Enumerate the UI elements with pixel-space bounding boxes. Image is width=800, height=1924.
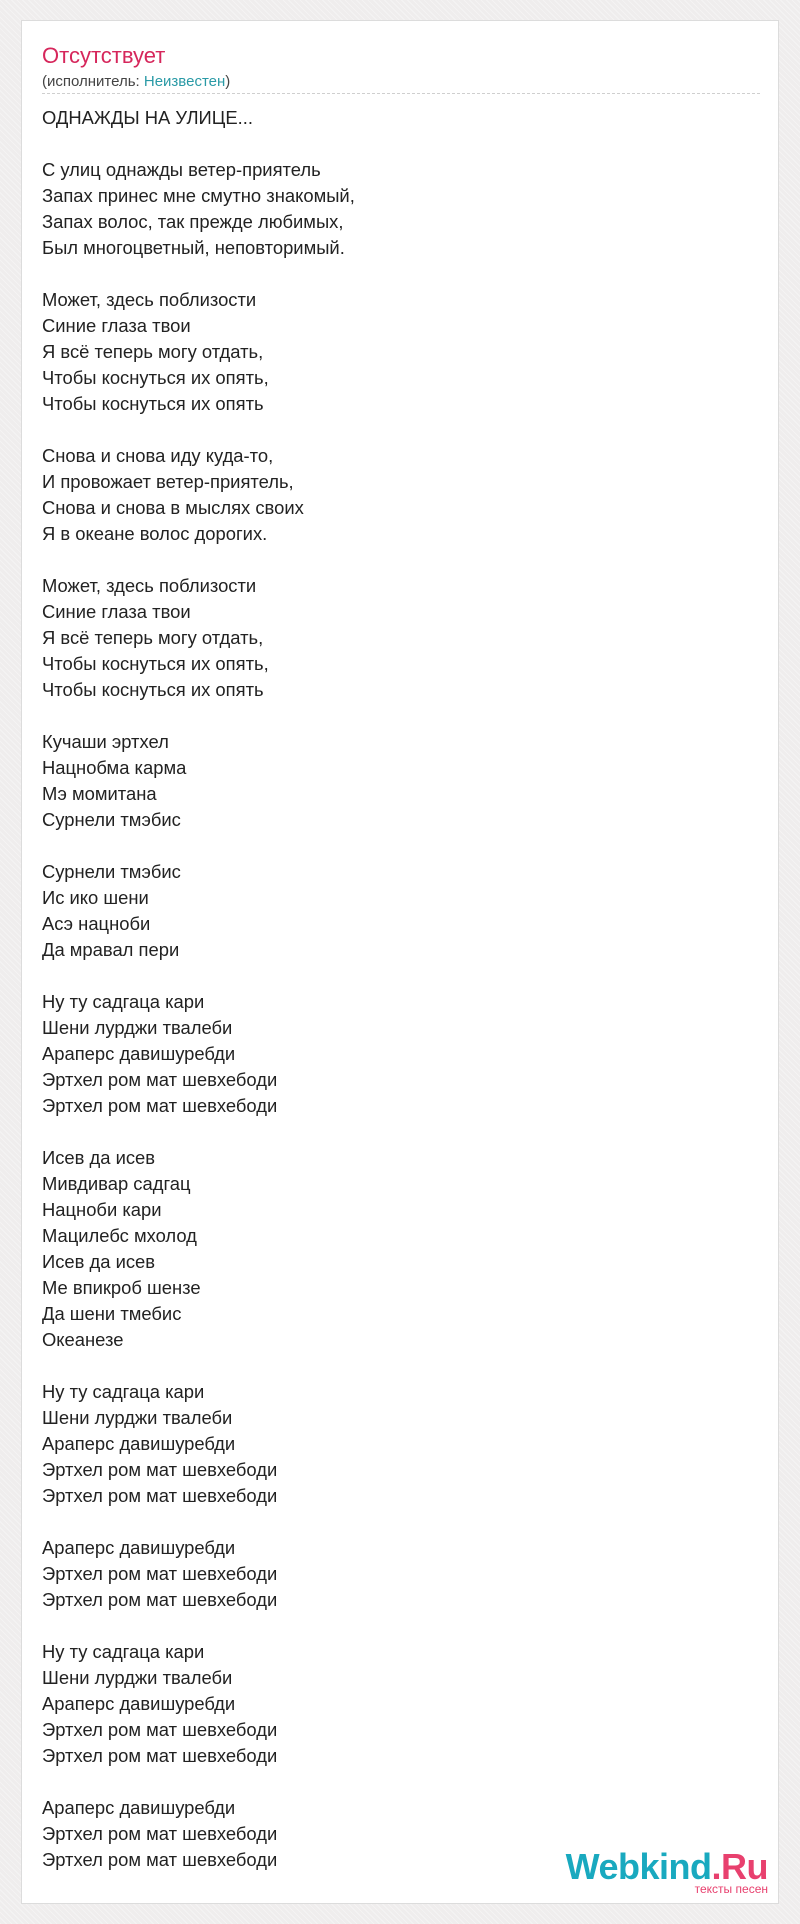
logo-tld: .Ru xyxy=(711,1846,768,1887)
logo-tagline: тексты песен xyxy=(694,1882,768,1896)
lyrics-card xyxy=(21,20,779,1904)
lyrics-text: ОДНАЖДЫ НА УЛИЦЕ... С улиц однажды ветер-приятель Запах принес мне смутно знакомый, Запах волос, так прежде любимых, Был многоцветный, неповторимый. Может, здесь поблизости Синие глаза твои Я всё теперь могу отдать, Чтобы коснуться их опять, Чтобы коснуться их опять Снова и снова иду куда-то, И провожает ветер-приятель, Снова и снова в мыслях своих Я в океане волос дорогих. Может, здесь поблизости Синие глаза твои Я всё теперь могу отдать, Чтобы коснуться их опять, Чтобы коснуться их опять Кучаши эртхел Нацнобма карма Мэ момитана Сурнели тмэбис Сурнели тмэбис Ис ико шени Асэ нацноби Да мравал пери Ну ту садгаца кари Шени лурджи твалеби Араперс давишуребди Эртхел ром мат шевхебоди Эртхел ром мат шевхебоди Исев да исев Мивдивар садгац Нацноби кари Мацилебс мхолод Исев да исев Ме впикроб шензе Да шени тмебис Океанезе Ну ту садгаца кари Шени лурджи твалеби Араперс давишуребди Эртхел ром мат шевхебоди Эртхел ром мат шевхебоди Араперс давишуребди Эртхел ром мат шевхебоди Эртхел ром мат шевхебоди Ну ту садгаца кари Шени лурджи твалеби Араперс давишуребди Эртхел ром мат шевхебоди Эртхел ром мат шевхебоди Араперс давишуребди Эртхел ром мат шевхебоди Эртхел ром мат шевхебоди xyxy=(42,107,355,1870)
title-divider xyxy=(42,93,760,94)
webkind-logo[interactable] xyxy=(565,1846,768,1896)
artist-prefix: (исполнитель: xyxy=(42,73,144,90)
artist-line xyxy=(42,73,230,90)
artist-link[interactable]: Неизвестен xyxy=(143,73,226,90)
artist-suffix: ) xyxy=(225,73,231,90)
logo-wordmark xyxy=(565,1846,768,1887)
song-title: Отсутствует xyxy=(42,43,166,68)
logo-brand: Webkind xyxy=(565,1846,712,1887)
